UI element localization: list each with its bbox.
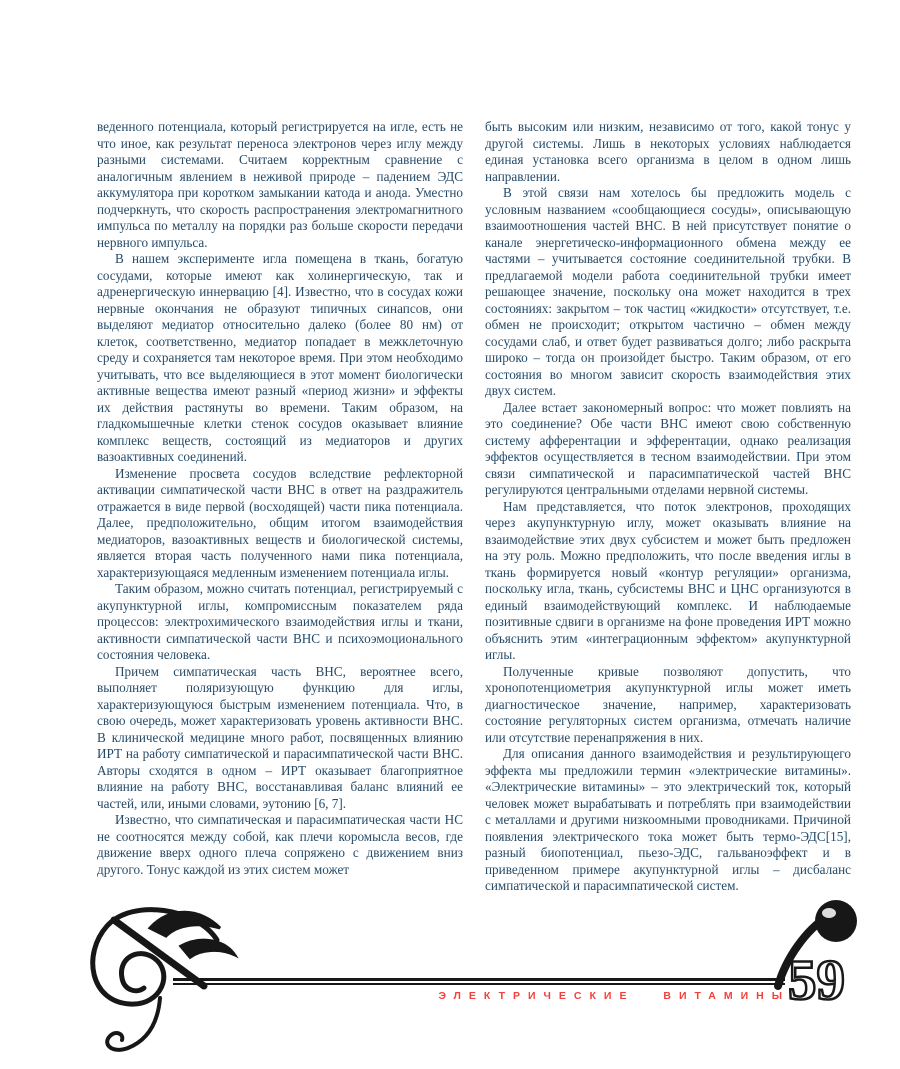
paragraph: Таким образом, можно считать потенциал, регистрируемый с акупунктурной иглы, компромиссным показателем ряда процессов: электрохимического взаимодействия иглы и ткани, активности симпатической части ВНС и психоэмоционального состояния человека. [97, 581, 463, 662]
paragraph: веденного потенциала, который регистрируется на игле, есть не что иное, как результат переноса электронов через иглу между разными системами. Считаем корректным сравнение с аналогичным явлением в неживой природе – падением ЭДС аккумулятора при коротком замыкании катода и анода. Уместно подчеркнуть, что скорость распространения электромагнитного импульса по металлу на порядки раз больше скорости передачи нервного импульса. [97, 119, 463, 250]
paragraph: Изменение просвета сосудов вследствие рефлекторной активации симпатической части ВНС в ответ на раздражитель отражается в виде первой (восходящей) части пика потенциала. Далее, предположительно, общим итогом взаимодействия медиаторов, вазоактивных веществ и биологической системы, является вторая часть полученного нами пика потенциала, характеризующаяся медленным изменением потенциала иглы. [97, 465, 463, 580]
running-title: ЭЛЕКТРИЧЕСКИЕ ВИТАМИНЫ [438, 990, 790, 1002]
text-column-left [97, 119, 463, 895]
paragraph: Далее встает закономерный вопрос: что может повлиять на это соединение? Обе части ВНС имеют свою собственную систему афферентации и эфферентации, однако реализация эффектов осуществляется в тесном взаимодействии. При этом связи симпатической и парасимпатической частей ВНС регулируются центральными отделами нервной системы. [485, 399, 851, 497]
paragraph: Причем симпатическая часть ВНС, вероятнее всего, выполняет поляризующую функцию для иглы, характеризующуюся быстрым изменением потенциала. Что, в свою очередь, может характеризовать уровень активности ВНС. В клинической медицине много работ, посвященных влиянию ИРТ на работу симпатической и парасимпатической части ВНС. Авторы сходятся в одном – ИРТ оказывает благоприятное влияние на работу ВНС, восстанавливая баланс влияний ее частей, или, иными словами, эутонию [6, 7]. [97, 663, 463, 811]
text-block [97, 119, 852, 895]
paragraph: В нашем эксперименте игла помещена в ткань, богатую сосудами, которые имеют как холинергическую, так и адренергическую иннервацию [4]. Известно, что в сосудах кожи нервные окончания не образуют типичных синапсов, они выделяют медиатор относительно далеко (более 80 нм) от клеток, соответственно, медиатор попадает в межклеточную среду и сохраняется там некоторое время. При этом необходимо учитывать, что все выделяющиеся в этот момент биологически активные вещества имеют разный «период жизни» и эффекты их действия растянуты во времени. Таким образом, на гладкомышечные клетки стенок сосудов оказывает влияние комплекс веществ, состоящий из медиаторов и других вазоактивных соединений. [97, 251, 463, 464]
paragraph: Нам представляется, что поток электронов, проходящих через акупунктурную иглу, может оказывать влияние на взаимодействие этих двух субсистем и может быть предложен на эту роль. Можно предположить, что после введения иглы в ткань формируется новый «контур регуляции» организма, поскольку игла, ткань, субсистемы ВНС и ЦНС организуются в единый взаимодействующий комплекс. И наблюдаемые позитивные сдвиги в организме на фоне проведения ИРТ можно объяснить этим «интеграционным эффектом» акупунктурной иглы. [485, 498, 851, 662]
paragraph: быть высоким или низким, независимо от того, какой тонус у другой системы. Лишь в некоторых условиях наблюдается единая установка всего организма в целом в одном лишь направлении. [485, 119, 851, 184]
page-footer [0, 895, 900, 1069]
paragraph: Известно, что симпатическая и парасимпатическая части НС не соотносятся между собой, как плечи коромысла весов, где движение вверх одного плеча сопряжено с движением вниз другого. Тонус каждой из этих систем может [97, 812, 463, 877]
footer-rule [173, 978, 785, 985]
text-column-right [485, 119, 851, 895]
paragraph: Полученные кривые позволяют допустить, что хронопотенциометрия акупунктурной иглы может иметь диагностическое значение, например, характеризовать состояние регуляторных систем организма, отмечать наличие или отсутствие перенапряжения в них. [485, 663, 851, 745]
page-number: 59 [788, 949, 845, 1012]
paragraph: Для описания данного взаимодействия и результирующего эффекта мы предложили термин «электрические витамины». «Электрические витамины» – это электрический ток, который человек может вырабатывать и потреблять при взаимодействии с металлами и другими низкоомными проводниками. Причиной появления электрического тока может быть термо-ЭДС[15], разный биопотенциал, пьезо-ЭДС, гальваноэффект и в приведенном примере акупунктурной иглы – дисбаланс симпатической и парасимпатической систем. [485, 746, 851, 893]
paragraph: В этой связи нам хотелось бы предложить модель с условным названием «сообщающиеся сосуды», описывающую взаимоотношения частей ВНС. В ней присутствует понятие о канале энергетическо-информационного обмена между ее частями – учитывается состояние соединительной трубки. В предлагаемой модели работа соединительной трубки имеет решающее значение, поскольку она может находится в трех состояниях: закрытом – ток частиц «жидкости» отсутствует, т.е. обмен не происходит; открытом частично – обмен между сосудами слаб, и ответ будет развиваться долго; либо раскрыта широко – тогда он произойдет быстро. Таким образом, от его состояния во многом зависит скорость взаимодействия этих двух систем. [485, 185, 851, 398]
